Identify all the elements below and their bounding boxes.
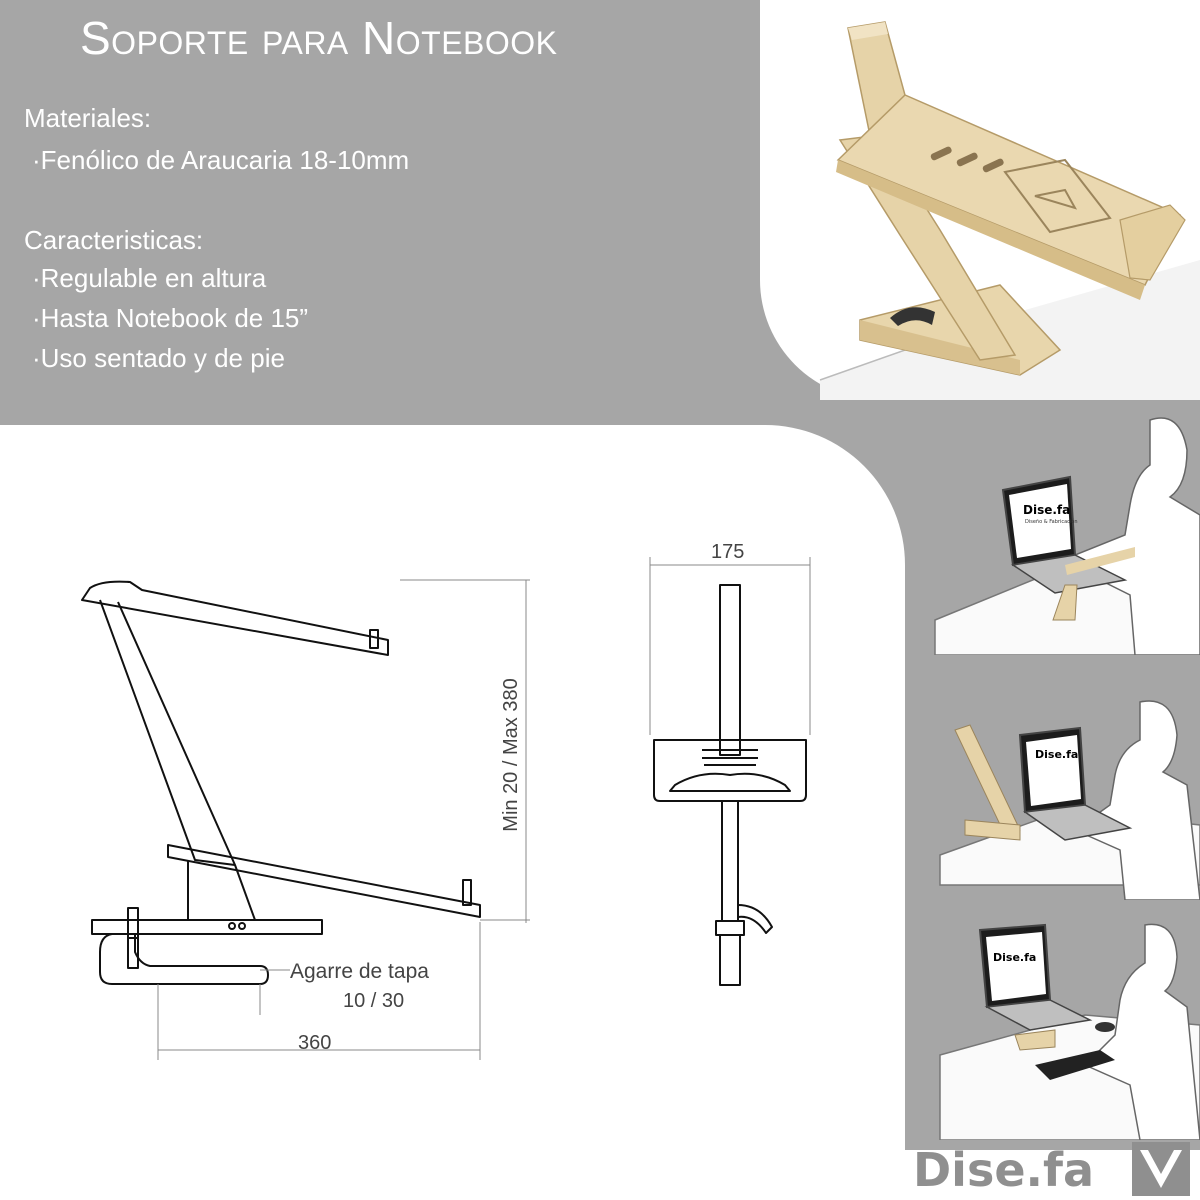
features-heading: Caracteristicas: [24, 225, 204, 255]
usage-illustration-sitting-desk [925, 915, 1200, 1140]
side-view-drawing [60, 560, 530, 1080]
feature-item: ·Hasta Notebook de 15” [32, 303, 309, 333]
height-dimension: Min 20 / Max 380 [500, 678, 522, 832]
brand-logo [913, 1140, 1094, 1200]
brand-mark-icon [1132, 1142, 1190, 1196]
brand-name: Dise.fa [913, 1143, 1095, 1197]
page-title: Soporte para Notebook [80, 12, 558, 64]
materials-heading: Materiales: [24, 103, 152, 133]
grip-label: Agarre de tapa [290, 960, 429, 983]
product-photo [760, 0, 1200, 400]
screen-logo: Dise.fa [1035, 748, 1079, 761]
usage-illustration-sitting-raised [925, 690, 1200, 900]
width-dimension-side: 360 [298, 1032, 332, 1054]
usage-illustration-standing [925, 415, 1200, 655]
feature-item: ·Regulable en altura [32, 263, 267, 293]
feature-item: ·Uso sentado y de pie [32, 343, 285, 373]
screen-logo: Dise.fa [993, 951, 1037, 964]
screen-logo: Dise.fa [1023, 503, 1071, 517]
grip-value: 10 / 30 [343, 990, 405, 1012]
front-view-drawing [640, 555, 820, 995]
width-dimension-front: 175 [711, 541, 745, 563]
screen-logo-subtitle: Diseño & Fabricación [1025, 519, 1078, 525]
materials-item: ·Fenólico de Araucaria 18-10mm [32, 145, 410, 175]
